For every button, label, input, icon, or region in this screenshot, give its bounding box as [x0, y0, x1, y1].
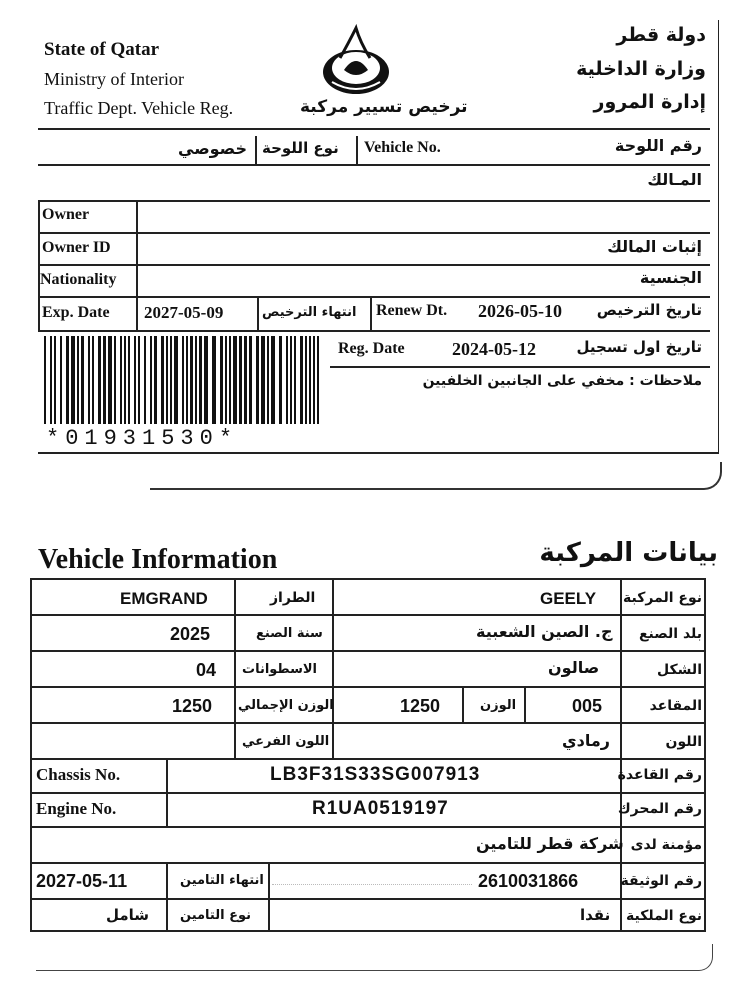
barcode-bar — [114, 336, 116, 424]
divider — [330, 366, 710, 368]
header-ministry: Ministry of Interior — [44, 69, 184, 89]
seats-value: 005 — [572, 696, 603, 716]
nationality-label: Nationality — [40, 271, 117, 288]
barcode-bar — [161, 336, 164, 424]
vehicle-info-title-ar: بيانات المركبة — [539, 538, 718, 568]
barcode-bar — [98, 336, 101, 424]
col-divider — [166, 758, 168, 826]
policy-value: 2610031866 — [478, 871, 579, 891]
make-label-ar: نوع المركبة — [623, 590, 702, 606]
header-dept: Traffic Dept. Vehicle Reg. — [44, 98, 234, 118]
barcode — [42, 336, 324, 426]
barcode-bar — [186, 336, 188, 424]
year-value: 2025 — [170, 624, 211, 644]
barcode-bar — [204, 336, 208, 424]
barcode-bar — [290, 336, 292, 424]
row-divider — [30, 614, 706, 616]
barcode-bar — [305, 336, 307, 424]
divider — [356, 136, 358, 164]
barcode-bar — [50, 336, 52, 424]
cylinders-value: 04 — [196, 660, 217, 680]
ins-expiry-value: 2027-05-11 — [36, 871, 128, 891]
policy-label-ar: رقم الوثيقة — [620, 873, 702, 889]
barcode-bar — [271, 336, 275, 424]
divider — [38, 200, 710, 202]
barcode-bar — [195, 336, 197, 424]
remarks-ar: ملاحظات : مخفي على الجانبين الخلفيين — [422, 373, 702, 389]
ownership-value: نقدا — [580, 906, 611, 924]
plate-label-ar: رقم اللوحة — [614, 136, 702, 155]
owner-section-ar: المـالك — [647, 170, 702, 189]
barcode-bar — [294, 336, 296, 424]
nationality-label-ar: الجنسية — [639, 268, 702, 287]
exp-date-label-ar: انتهاء الترخيص — [262, 305, 357, 320]
shape-label-ar: الشكل — [657, 662, 702, 678]
header-state: State of Qatar — [44, 39, 160, 60]
row-divider — [30, 898, 706, 900]
divider — [257, 296, 259, 330]
barcode-text: *01931530* — [46, 426, 239, 451]
model-value: EMGRAND — [120, 589, 208, 608]
dotted-fill — [272, 884, 472, 885]
divider — [38, 128, 710, 130]
barcode-bar — [120, 336, 122, 424]
ownership-label-ar: نوع الملكية — [626, 908, 702, 924]
row-divider — [30, 792, 706, 794]
barcode-bar — [60, 336, 62, 424]
row-divider — [30, 826, 706, 828]
barcode-bar — [77, 336, 79, 424]
barcode-bar — [313, 336, 315, 424]
header-state-ar: دولة قطر — [616, 24, 706, 46]
barcode-bar — [199, 336, 202, 424]
owner-id-label-ar: إثبات المالك — [607, 237, 702, 256]
divider — [38, 264, 710, 266]
col-divider — [234, 578, 236, 758]
color-value: رمادي — [562, 731, 610, 750]
engine-label: Engine No. — [36, 799, 117, 818]
gross-weight-label-ar: الوزن الإجمالي — [238, 698, 334, 713]
barcode-bar — [66, 336, 69, 424]
barcode-bar — [170, 336, 172, 424]
barcode-bar — [225, 336, 227, 424]
barcode-bar — [220, 336, 223, 424]
barcode-bar — [182, 336, 184, 424]
ins-type-label-ar: نوع التامين — [180, 908, 252, 923]
barcode-bar — [261, 336, 265, 424]
owner-id-label: Owner ID — [42, 239, 111, 256]
weight-value: 1250 — [400, 696, 441, 716]
barcode-bar — [154, 336, 157, 424]
barcode-bar — [81, 336, 84, 424]
chassis-label-ar: رقم القاعدة — [617, 767, 702, 783]
reg-date-label-ar: تاريخ اول تسجيل — [576, 338, 702, 356]
barcode-bar — [103, 336, 106, 424]
barcode-bar — [190, 336, 193, 424]
ins-expiry-label-ar: انتهاء التامين — [180, 873, 264, 888]
country-label-ar: بلد الصنع — [638, 626, 702, 642]
engine-value: R1UA0519197 — [312, 798, 449, 819]
col-divider — [166, 862, 168, 932]
gross-weight-value: 1250 — [172, 696, 213, 716]
card-shadow-edge — [150, 462, 722, 490]
barcode-bar — [256, 336, 259, 424]
divider — [136, 200, 138, 330]
card-right-edge — [718, 20, 719, 454]
chassis-label: Chassis No. — [36, 765, 121, 784]
color-label-ar: اللون — [665, 734, 702, 750]
divider — [38, 164, 710, 166]
barcode-bar — [71, 336, 75, 424]
chassis-value: LB3F31S33SG007913 — [270, 764, 481, 785]
divider — [38, 200, 40, 330]
barcode-bar — [128, 336, 130, 424]
row-divider — [30, 650, 706, 652]
barcode-bar — [309, 336, 311, 424]
divider — [38, 232, 710, 234]
divider — [370, 296, 372, 330]
col-divider — [462, 686, 464, 722]
barcode-bar — [300, 336, 303, 424]
card-bottom-edge — [38, 452, 718, 454]
col-divider — [268, 862, 270, 932]
exp-date-value: 2027-05-09 — [144, 303, 224, 322]
barcode-bar — [92, 336, 94, 424]
vehicle-info-title: Vehicle Information — [38, 544, 278, 575]
barcode-bar — [244, 336, 247, 424]
barcode-bar — [249, 336, 252, 424]
renew-value: 2026-05-10 — [478, 301, 562, 321]
seats-label-ar: المقاعد — [649, 698, 702, 714]
row-divider — [30, 686, 706, 688]
engine-label-ar: رقم المحرك — [617, 801, 702, 817]
divider — [38, 296, 710, 298]
reg-date-value: 2024-05-12 — [452, 339, 536, 359]
barcode-bar — [286, 336, 288, 424]
exp-date-label: Exp. Date — [42, 304, 110, 321]
insurer-value: شركة قطر للتامين — [476, 834, 624, 853]
divider — [38, 330, 710, 332]
barcode-bar — [88, 336, 90, 424]
barcode-bar — [144, 336, 146, 424]
weight-label-ar: الوزن — [480, 698, 517, 713]
cylinders-label-ar: الاسطوانات — [242, 662, 318, 677]
barcode-bar — [239, 336, 242, 424]
model-label-ar: الطراز — [270, 590, 316, 606]
barcode-bar — [166, 336, 168, 424]
card-bottom-edge — [36, 944, 713, 971]
renew-label-ar: تاريخ الترخيص — [596, 301, 702, 319]
reg-date-label: Reg. Date — [338, 340, 405, 357]
barcode-bar — [267, 336, 269, 424]
barcode-bar — [124, 336, 126, 424]
country-value: ج. الصين الشعبية — [476, 622, 613, 641]
insurer-label-ar: مؤمنة لدى — [630, 837, 702, 853]
barcode-bar — [212, 336, 216, 424]
shape-value: صالون — [548, 658, 600, 677]
vehicle-no-label: Vehicle No. — [364, 139, 441, 156]
year-label-ar: سنة الصنع — [256, 626, 323, 641]
row-divider — [30, 758, 706, 760]
barcode-bar — [317, 336, 319, 424]
plate-type-label-ar: نوع اللوحة — [262, 139, 339, 157]
sub-color-label-ar: اللون الفرعي — [242, 734, 330, 749]
row-divider — [30, 862, 706, 864]
col-divider — [524, 686, 526, 722]
barcode-bar — [233, 336, 237, 424]
qatar-emblem-icon — [318, 24, 394, 100]
header-ministry-ar: وزارة الداخلية — [576, 58, 706, 80]
make-value: GEELY — [540, 589, 597, 608]
plate-type-value: خصوصي — [178, 139, 247, 158]
renew-label: Renew Dt. — [376, 302, 448, 319]
barcode-bar — [150, 336, 152, 424]
barcode-bar — [44, 336, 46, 424]
barcode-bar — [279, 336, 282, 424]
barcode-bar — [134, 336, 136, 424]
col-divider — [332, 578, 334, 758]
ins-type-value: شامل — [106, 906, 150, 924]
barcode-bar — [138, 336, 140, 424]
owner-label: Owner — [42, 206, 90, 223]
divider — [255, 136, 257, 164]
barcode-bar — [54, 336, 56, 424]
barcode-bar — [229, 336, 231, 424]
row-divider — [30, 722, 706, 724]
barcode-bar — [174, 336, 178, 424]
header-dept-ar: إدارة المرور — [593, 91, 706, 113]
header-title-ar: ترخيص تسيير مركبة — [300, 97, 468, 117]
barcode-bar — [108, 336, 112, 424]
